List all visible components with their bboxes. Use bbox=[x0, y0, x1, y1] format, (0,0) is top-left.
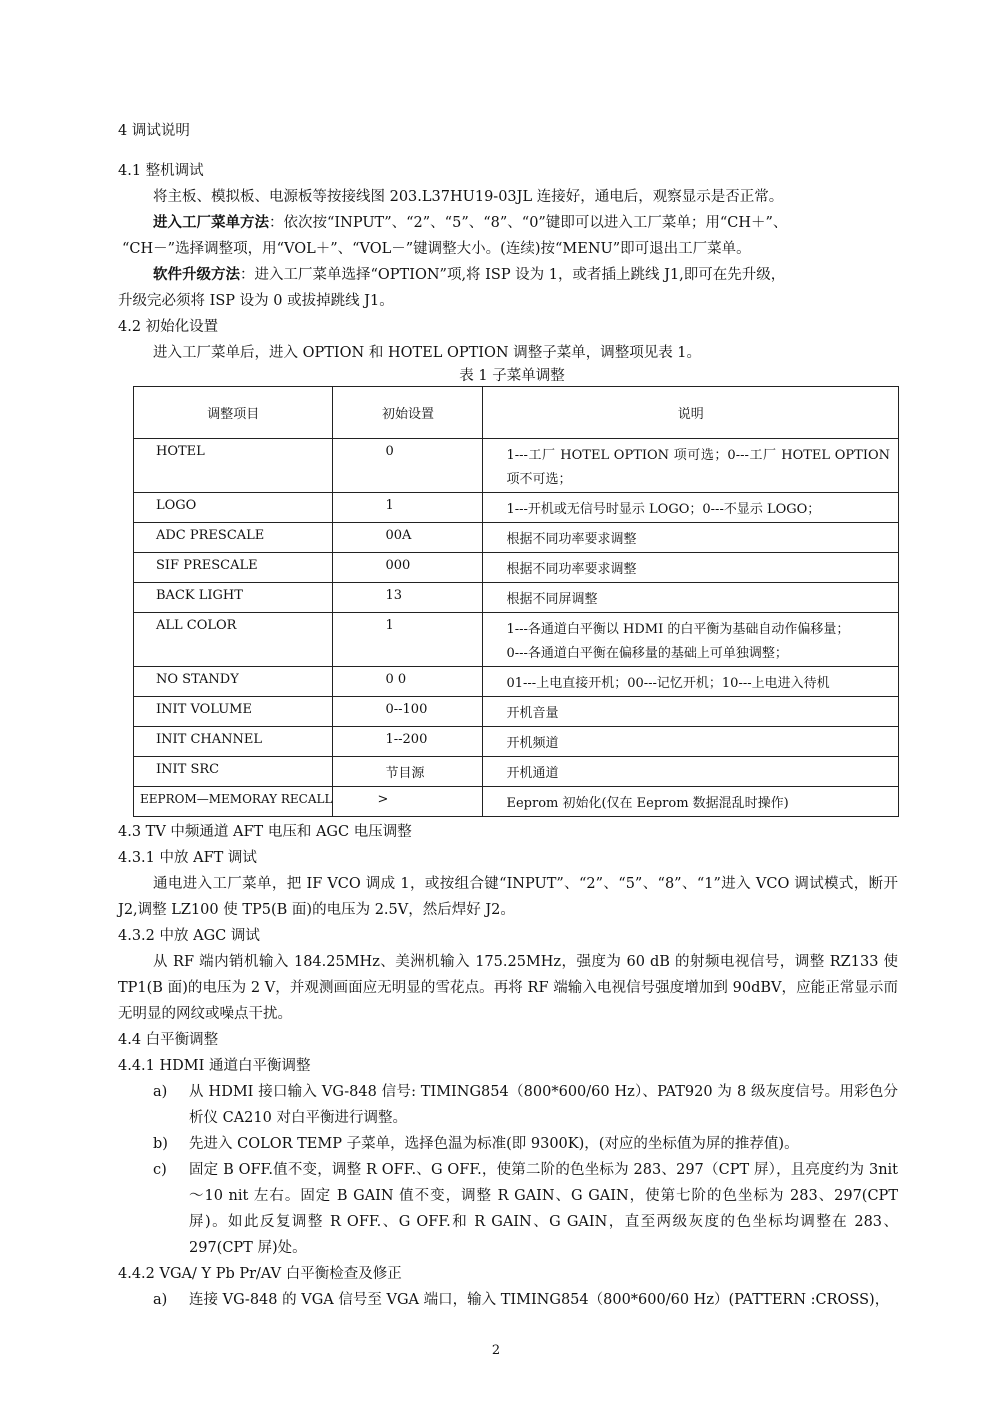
list-marker: b) bbox=[153, 1136, 168, 1152]
table-cell-desc: 根据不同功率要求调整 bbox=[483, 523, 899, 553]
table-cell-desc: Eeprom 初始化(仅在 Eeprom 数据混乱时操作) bbox=[483, 787, 899, 817]
table-cell-item: SIF PRESCALE bbox=[134, 553, 333, 583]
table-cell-value: 0--100 bbox=[333, 697, 483, 727]
table-header-desc: 说明 bbox=[483, 387, 899, 439]
paragraph-upgrade-cont: 升级完必须将 ISP 设为 0 或拔掉跳线 J1。 bbox=[118, 293, 394, 309]
list-text: 先进入 COLOR TEMP 子菜单，选择色温为标准(即 9300K)，(对应的坐标值为屏的推荐值)。 bbox=[189, 1136, 799, 1152]
table-row bbox=[134, 667, 899, 697]
table-cell-desc bbox=[483, 613, 899, 667]
list-text: 固定 B OFF.值不变，调整 R OFF.、G OFF.，使第二阶的色坐标为 283、297（CPT 屏），且亮度约为 3nit～10 nit 左右。固定 B GAIN 值不变，调整 R GAIN、G GAIN，使第七阶的色坐标为 283、297(CPT 屏)。如此反复调整 R OFF.、G OFF.和 R GAIN、G GAIN，直至两级灰度的色坐标均调整在 283、297(CPT 屏)处。 bbox=[189, 1162, 898, 1256]
table-row bbox=[134, 613, 899, 667]
table-cell-item: BACK LIGHT bbox=[134, 583, 333, 613]
table-header-row bbox=[134, 387, 899, 439]
table-cell-value: 1 bbox=[333, 493, 483, 523]
table-cell-value: > bbox=[333, 787, 483, 817]
table-row bbox=[134, 439, 899, 493]
factory-menu-label: 进入工厂菜单方法 bbox=[153, 214, 269, 231]
table-cell-value: 1 bbox=[333, 613, 483, 667]
table-cell-item: ALL COLOR bbox=[134, 613, 333, 667]
paragraph-factory-menu-cont: “CH－”选择调整项，用“VOL＋”、“VOL－”键调整大小。(连续)按“MENU”即可退出工厂菜单。 bbox=[122, 241, 751, 257]
list-item bbox=[153, 1131, 898, 1157]
table-cell-desc: 开机音量 bbox=[483, 697, 899, 727]
table-cell-desc-line1: 1---各通道白平衡以 HDMI 的白平衡为基础自动作偏移量； bbox=[506, 622, 850, 637]
table-row bbox=[134, 787, 899, 817]
paragraph-aft: 通电进入工厂菜单，把 IF VCO 调成 1，或按组合键“INPUT”、“2”、“5”、“8”、“1”进入 VCO 调试模式，断开 J2,调整 LZ100 使 TP5(B 面)的电压为 2.5V，然后焊好 J2。 bbox=[118, 876, 898, 918]
section-heading-4-3-2: 4.3.2 中放 AGC 调试 bbox=[118, 928, 260, 944]
upgrade-label: 软件升级方法 bbox=[153, 266, 240, 283]
factory-menu-text-a: ：依次按“INPUT”、“2”、“5”、“8”、“0”键即可以进入工厂菜单；用“CH＋”、 bbox=[269, 215, 788, 231]
paragraph-init: 进入工厂菜单后，进入 OPTION 和 HOTEL OPTION 调整子菜单，调整项见表 1。 bbox=[153, 345, 702, 361]
table-cell-value: 1--200 bbox=[333, 727, 483, 757]
table-cell-item: LOGO bbox=[134, 493, 333, 523]
table-header-value: 初始设置 bbox=[333, 387, 483, 439]
table-header-item: 调整项目 bbox=[134, 387, 333, 439]
table-cell-value: 节目源 bbox=[333, 757, 483, 787]
table-cell-item: ADC PRESCALE bbox=[134, 523, 333, 553]
section-heading-4-4-2: 4.4.2 VGA/ Y Pb Pr/AV 白平衡检查及修正 bbox=[118, 1266, 402, 1282]
table-cell-item: NO STANDY bbox=[134, 667, 333, 697]
table-cell-desc: 开机通道 bbox=[483, 757, 899, 787]
document-body bbox=[118, 118, 898, 1313]
list-item bbox=[153, 1079, 898, 1131]
paragraph-agc: 从 RF 端内销机输入 184.25MHz、美洲机输入 175.25MHz，强度为 60 dB 的射频电视信号，调整 RZ133 使 TP1(B 面)的电压为 2 V，并观测画面应无明显的雪花点。再将 RF 端输入电视信号强度增加到 90dBV，应能正常显示而无明显的网纹或噪点干扰。 bbox=[118, 954, 898, 1022]
table-cell-value: 13 bbox=[333, 583, 483, 613]
table-cell-value: 0 0 bbox=[333, 667, 483, 697]
table-cell-item: HOTEL bbox=[134, 439, 333, 493]
list-marker: a) bbox=[153, 1084, 168, 1100]
table-row bbox=[134, 583, 899, 613]
paragraph-factory-menu bbox=[118, 210, 898, 236]
table-row bbox=[134, 727, 899, 757]
table-caption: 表 1 子菜单调整 bbox=[459, 368, 565, 384]
list-text: 从 HDMI 接口输入 VG-848 信号: TIMING854（800*600/60 Hz）、PAT920 为 8 级灰度信号。用彩色分析仪 CA210 对白平衡进行调整。 bbox=[189, 1084, 898, 1126]
upgrade-text-a: ：进入工厂菜单选择“OPTION”项,将 ISP 设为 1，或者插上跳线 J1,即可在先升级， bbox=[240, 267, 786, 283]
table-cell-desc: 开机频道 bbox=[483, 727, 899, 757]
table-cell-value: 00A bbox=[333, 523, 483, 553]
list-marker: a) bbox=[153, 1292, 168, 1308]
list-text: 连接 VG-848 的 VGA 信号至 VGA 端口，输入 TIMING854（800*600/60 Hz）(PATTERN :CROSS)， bbox=[189, 1292, 890, 1308]
section-heading-4-3-1: 4.3.1 中放 AFT 调试 bbox=[118, 850, 257, 866]
table-cell-item: INIT SRC bbox=[134, 757, 333, 787]
list-item bbox=[153, 1157, 898, 1261]
table-row bbox=[134, 697, 899, 727]
table-row bbox=[134, 757, 899, 787]
table-cell-desc: 01---上电直接开机；00---记忆开机；10---上电进入待机 bbox=[483, 667, 899, 697]
table-cell-value: 0 bbox=[333, 439, 483, 493]
table-cell-desc: 根据不同屏调整 bbox=[483, 583, 899, 613]
table-row bbox=[134, 553, 899, 583]
table-cell-item: INIT CHANNEL bbox=[134, 727, 333, 757]
section-heading-4-4: 4.4 白平衡调整 bbox=[118, 1032, 219, 1048]
page-number: 2 bbox=[491, 1343, 501, 1358]
table-cell-item: INIT VOLUME bbox=[134, 697, 333, 727]
submenu-table bbox=[133, 386, 899, 817]
list-marker: c) bbox=[153, 1162, 167, 1178]
table-cell-item: EEPROM—MEMORAY RECALL bbox=[134, 787, 333, 817]
section-heading-4-2: 4.2 初始化设置 bbox=[118, 319, 219, 335]
table-cell-desc: 1---开机或无信号时显示 LOGO；0---不显示 LOGO； bbox=[483, 493, 899, 523]
table-cell-value: 000 bbox=[333, 553, 483, 583]
section-heading-4: 4 调试说明 bbox=[118, 123, 190, 139]
section-heading-4-3: 4.3 TV 中频通道 AFT 电压和 AGC 电压调整 bbox=[118, 824, 412, 840]
paragraph-connect: 将主板、模拟板、电源板等按接线图 203.L37HU19-03JL 连接好，通电后，观察显示是否正常。 bbox=[153, 189, 784, 205]
table-row bbox=[134, 523, 899, 553]
table-cell-desc: 根据不同功率要求调整 bbox=[483, 553, 899, 583]
list-item bbox=[153, 1287, 898, 1313]
table-row bbox=[134, 493, 899, 523]
section-heading-4-4-1: 4.4.1 HDMI 通道白平衡调整 bbox=[118, 1058, 311, 1074]
vga-steps-list bbox=[118, 1287, 898, 1313]
table-cell-desc-line2: 0---各通道白平衡在偏移量的基础上可单独调整； bbox=[506, 646, 788, 661]
hdmi-steps-list bbox=[118, 1079, 898, 1261]
section-heading-4-1: 4.1 整机调试 bbox=[118, 163, 204, 179]
table-cell-desc: 1---工厂 HOTEL OPTION 项可选；0---工厂 HOTEL OPTION 项不可选； bbox=[483, 439, 899, 493]
paragraph-upgrade bbox=[118, 262, 898, 288]
